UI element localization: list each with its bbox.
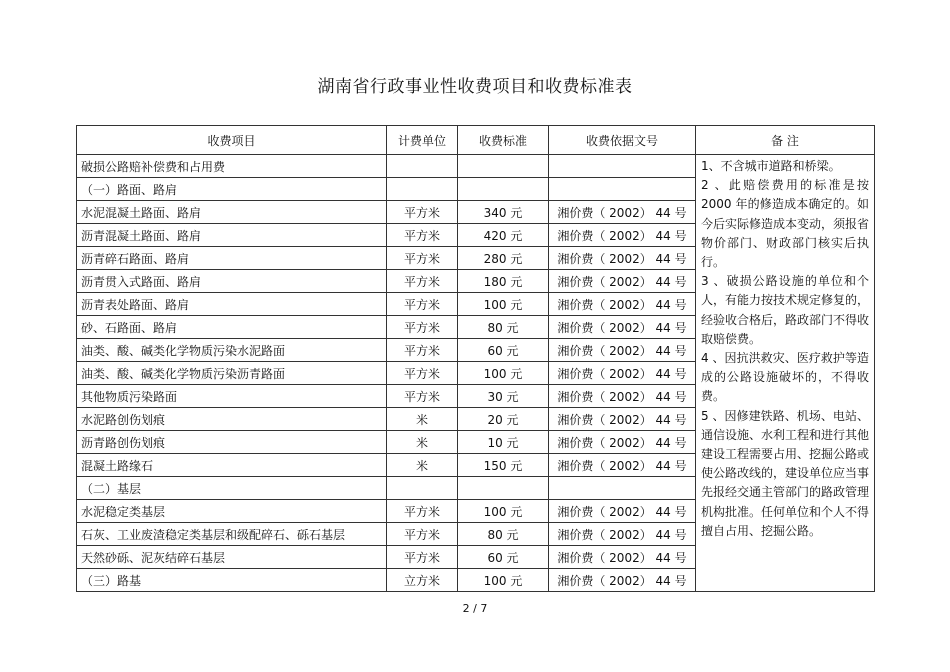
- cell-basis: 湘价费（ 2002） 44 号: [549, 316, 696, 339]
- cell-unit: 平方米: [387, 339, 458, 362]
- cell-unit: 平方米: [387, 523, 458, 546]
- cell-basis: 湘价费（ 2002） 44 号: [549, 224, 696, 247]
- cell-standard: 100 元: [458, 500, 549, 523]
- cell-unit: [387, 178, 458, 201]
- cell-unit: [387, 477, 458, 500]
- cell-item: 油类、酸、碱类化学物质污染水泥路面: [77, 339, 387, 362]
- remark-paragraph: 1、不含城市道路和桥梁。: [701, 159, 841, 173]
- cell-basis: 湘价费（ 2002） 44 号: [549, 500, 696, 523]
- cell-standard: 100 元: [458, 569, 549, 592]
- cell-standard: 10 元: [458, 431, 549, 454]
- cell-item: 水泥混凝土路面、路肩: [77, 201, 387, 224]
- remark-paragraph: 2 、此赔偿费用的标准是按 2000 年的修造成本确定的。如今后实际修造成本变动，须报省物价部门、财政部门核实后执行。: [701, 178, 870, 270]
- cell-item: 水泥稳定类基层: [77, 500, 387, 523]
- cell-unit: 平方米: [387, 224, 458, 247]
- cell-basis: 湘价费（ 2002） 44 号: [549, 408, 696, 431]
- cell-item: （一）路面、路肩: [77, 178, 387, 201]
- cell-basis: 湘价费（ 2002） 44 号: [549, 523, 696, 546]
- cell-standard: 100 元: [458, 293, 549, 316]
- cell-item: 沥青路创伤划痕: [77, 431, 387, 454]
- cell-basis: [549, 155, 696, 178]
- cell-unit: 米: [387, 454, 458, 477]
- remark-paragraph: 3 、破损公路设施的单位和个人，有能力按技术规定修复的，经验收合格后，路政部门不得收取赔偿费。: [701, 274, 870, 346]
- cell-basis: 湘价费（ 2002） 44 号: [549, 270, 696, 293]
- cell-item: 沥青贯入式路面、路肩: [77, 270, 387, 293]
- cell-basis: 湘价费（ 2002） 44 号: [549, 362, 696, 385]
- cell-item: 沥青表处路面、路肩: [77, 293, 387, 316]
- remark-paragraph: 4 、因抗洪救灾、医疗救护等造成的公路设施破坏的，不得收费。: [701, 351, 869, 404]
- page-number: 2 / 7: [462, 602, 488, 615]
- cell-standard: 180 元: [458, 270, 549, 293]
- cell-basis: 湘价费（ 2002） 44 号: [549, 454, 696, 477]
- cell-unit: 平方米: [387, 293, 458, 316]
- table-header-row: [77, 126, 875, 155]
- cell-basis: [549, 477, 696, 500]
- cell-item: 油类、酸、碱类化学物质污染沥青路面: [77, 362, 387, 385]
- cell-item: 沥青混凝土路面、路肩: [77, 224, 387, 247]
- header-unit: 计费单位: [387, 126, 458, 155]
- page-title: 湖南省行政事业性收费项目和收费标准表: [317, 77, 633, 97]
- cell-standard: [458, 155, 549, 178]
- cell-basis: 湘价费（ 2002） 44 号: [549, 569, 696, 592]
- cell-basis: 湘价费（ 2002） 44 号: [549, 201, 696, 224]
- cell-standard: 60 元: [458, 546, 549, 569]
- cell-basis: 湘价费（ 2002） 44 号: [549, 293, 696, 316]
- cell-standard: 340 元: [458, 201, 549, 224]
- cell-standard: 100 元: [458, 362, 549, 385]
- cell-item: 混凝土路缘石: [77, 454, 387, 477]
- header-item: 收费项目: [77, 126, 387, 155]
- table-row: [77, 155, 875, 178]
- cell-item: 天然砂砾、泥灰结碎石基层: [77, 546, 387, 569]
- cell-standard: 30 元: [458, 385, 549, 408]
- cell-basis: [549, 178, 696, 201]
- cell-standard: [458, 178, 549, 201]
- cell-basis: 湘价费（ 2002） 44 号: [549, 385, 696, 408]
- cell-standard: 20 元: [458, 408, 549, 431]
- cell-item: 其他物质污染路面: [77, 385, 387, 408]
- cell-item: 水泥路创伤划痕: [77, 408, 387, 431]
- cell-basis: 湘价费（ 2002） 44 号: [549, 546, 696, 569]
- cell-unit: [387, 155, 458, 178]
- cell-unit: 立方米: [387, 569, 458, 592]
- header-remarks: 备 注: [696, 126, 875, 155]
- cell-unit: 米: [387, 431, 458, 454]
- cell-unit: 米: [387, 408, 458, 431]
- cell-basis: 湘价费（ 2002） 44 号: [549, 339, 696, 362]
- cell-unit: 平方米: [387, 270, 458, 293]
- cell-unit: 平方米: [387, 500, 458, 523]
- header-basis: 收费依据文号: [549, 126, 696, 155]
- cell-unit: 平方米: [387, 316, 458, 339]
- cell-item: 砂、石路面、路肩: [77, 316, 387, 339]
- cell-unit: 平方米: [387, 247, 458, 270]
- remark-paragraph: 5 、因修建铁路、机场、电站、通信设施、水利工程和进行其他建设工程需要占用、挖掘公路或使公路改线的，建设单位应当事先报经交通主管部门的路政管理机构批准。任何单位和个人不得擅自占用、挖掘公路。: [701, 408, 870, 538]
- cell-standard: 80 元: [458, 316, 549, 339]
- cell-standard: 420 元: [458, 224, 549, 247]
- cell-unit: 平方米: [387, 362, 458, 385]
- cell-basis: 湘价费（ 2002） 44 号: [549, 247, 696, 270]
- cell-standard: [458, 477, 549, 500]
- cell-item: （三）路基: [77, 569, 387, 592]
- remarks-cell: [696, 155, 875, 592]
- cell-unit: 平方米: [387, 385, 458, 408]
- cell-standard: 150 元: [458, 454, 549, 477]
- cell-item: 石灰、工业废渣稳定类基层和级配碎石、砾石基层: [77, 523, 387, 546]
- table-body: [77, 155, 875, 592]
- fee-table: [76, 125, 875, 592]
- cell-standard: 60 元: [458, 339, 549, 362]
- cell-item: （二）基层: [77, 477, 387, 500]
- cell-item: 破损公路赔补偿费和占用费: [77, 155, 387, 178]
- cell-unit: 平方米: [387, 546, 458, 569]
- cell-basis: 湘价费（ 2002） 44 号: [549, 431, 696, 454]
- cell-standard: 280 元: [458, 247, 549, 270]
- cell-item: 沥青碎石路面、路肩: [77, 247, 387, 270]
- header-standard: 收费标准: [458, 126, 549, 155]
- cell-unit: 平方米: [387, 201, 458, 224]
- cell-standard: 80 元: [458, 523, 549, 546]
